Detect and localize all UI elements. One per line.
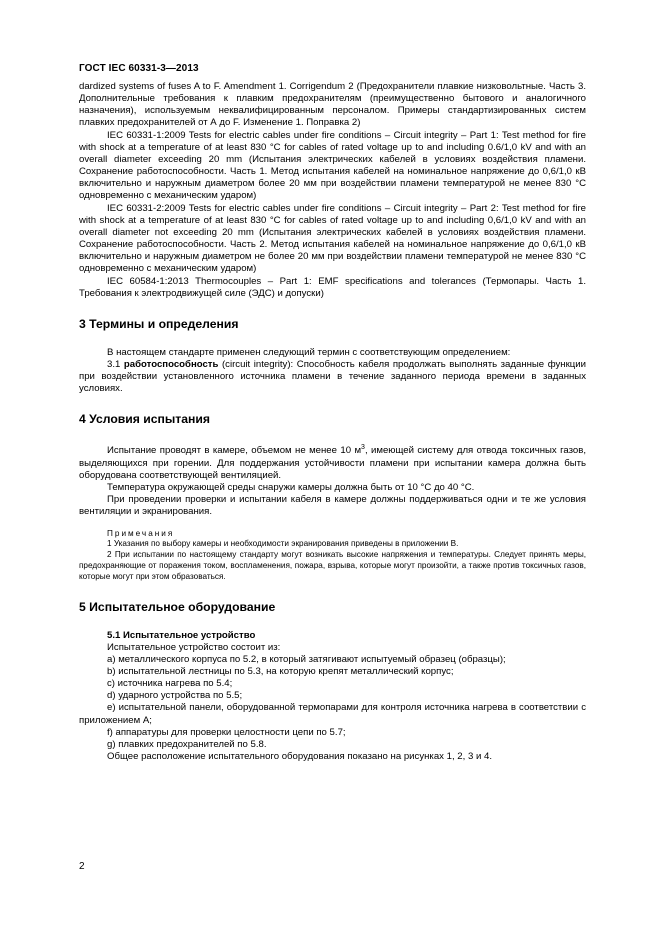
page-content	[79, 81, 586, 763]
term-text: (circuit integrity): Способность кабеля продолжать выполнять заданные функции при воздействии установленного источника пламени в течение заданного периода времени в заданных условиях.	[79, 358, 586, 395]
page-header: ГОСТ IEC 60331-3—2013	[79, 63, 199, 74]
section-4-para-2: Температура окружающей среды снаружи камеры должна быть от 10 °С до 40 °С.	[107, 482, 475, 494]
page-number: 2	[79, 861, 85, 872]
section-3-heading: 3 Термины и определения	[79, 316, 239, 331]
reference-iec-60331-2: IEC 60331-2:2009 Tests for electric cables under fire conditions – Circuit integrity – Part 2: Test method for fire with shock at a temperature of at least 830 °C for cables of rated voltage up to and including 0,6/1,0 kV and with an overall diameter not exceeding 20 mm (Испытания электрических кабелей в условиях воздействия пламени. Сохранение работоспособности. Часть 2. Метод испытания кабелей на номинальное напряжение до 0,6/1,0 кВ включительно и наружным диаметром не более 20 мм при воздействии пламени температурой не менее 830 °С одновременно с механическим ударом)	[79, 202, 586, 275]
list-item: d) ударного устройства по 5.5;	[107, 690, 243, 702]
notes-title: Примечания	[107, 528, 175, 538]
list-item: с) источника нагрева по 5.4;	[107, 678, 233, 690]
note-2: 2 При испытании по настоящему стандарту могут возникать высокие напряжения и температуры. Следует принять меры, предохраняющие от поражения током, воспламенения, пожара, взрыва, которые могут произойти, а также против токсичных газов, которые могут при этом образоваться.	[79, 550, 586, 581]
section-4-para-3: При проведении проверки и испытании кабеля в камере должны поддерживаться одни и те же условия вентиляции и экранирования.	[79, 494, 586, 518]
list-item: е) испытательной панели, оборудованной термопарами для контроля источника нагрева в соответствии с приложением А;	[79, 702, 586, 726]
subsection-5-1-heading: 5.1 Испытательное устройство	[107, 629, 256, 641]
note-1: 1 Указания по выбору камеры и необходимости экранирования приведены в приложении В.	[107, 539, 459, 549]
list-item: f) аппаратуры для проверки целостности цепи по 5.7;	[107, 726, 346, 738]
section-4-heading: 4 Условия испытания	[79, 412, 211, 427]
reference-iec-60584-1: IEC 60584-1:2013 Thermocouples – Part 1: EMF specifications and tolerances (Термопары. Часть 1. Требования к электродвижущей силе (ЭДС) и допуски)	[79, 275, 586, 299]
para-text: , имеющей систему для отвода токсичных газов, выделяющихся при горении. Для поддержания устойчивости пламени при испытании камера должна быть оборудована соответствующей вентиляцией.	[79, 445, 586, 481]
list-item: g) плавких предохранителей по 5.8.	[107, 738, 267, 750]
subsection-5-1-intro: Испытательное устройство состоит из:	[107, 641, 281, 653]
term-number: 3.1	[107, 358, 124, 370]
section-5-heading: 5 Испытательное оборудование	[79, 599, 276, 614]
superscript: 3	[361, 444, 365, 452]
list-item: b) испытательной лестницы по 5.3, на которую крепят металлический корпус;	[107, 666, 454, 678]
term-definition	[79, 359, 586, 395]
section-4-para-1	[79, 442, 586, 482]
reference-continuation: dardized systems of fuses A to F. Amendment 1. Corrigendum 2 (Предохранители плавкие низковольтные. Часть 3. Дополнительные требования к плавким предохранителям (преимущественно бытового и аналогичного назначения), используемым неквалифицированным персоналом. Примеры стандартизированных систем плавких предохранителей от А до F. Изменение 1. Поправка 2)	[79, 81, 586, 129]
notes-block	[79, 529, 586, 583]
list-item: а) металлического корпуса по 5.2, в который затягивают испытуемый образец (образцы);	[107, 653, 506, 665]
term-name: работоспособность	[123, 358, 219, 370]
subsection-5-1-outro: Общее расположение испытательного оборудования показано на рисунках 1, 2, 3 и 4.	[107, 751, 492, 763]
reference-iec-60331-1: IEC 60331-1:2009 Tests for electric cables under fire conditions – Circuit integrity – Part 1: Test method for fire with shock at a temperature of at least 830 °C for cables of rated voltage up to and including 0.6/1,0 kV and with an overall diameter exceeding 20 mm (Испытания электрических кабелей в условиях воздействия пламени. Сохранение работоспособности. Часть 1. Метод испытания кабелей на номинальное напряжение до 0,6/1,0 кВ включительно и наружным диаметром более 20 мм при воздействии пламени температурой не менее 830 °С одновременно с механическим ударом)	[79, 129, 586, 202]
section-3-intro: В настоящем стандарте применен следующий термин с соответствующим определением:	[107, 346, 511, 358]
para-text: Испытание проводят в камере, объемом не менее 10 м	[107, 445, 362, 457]
